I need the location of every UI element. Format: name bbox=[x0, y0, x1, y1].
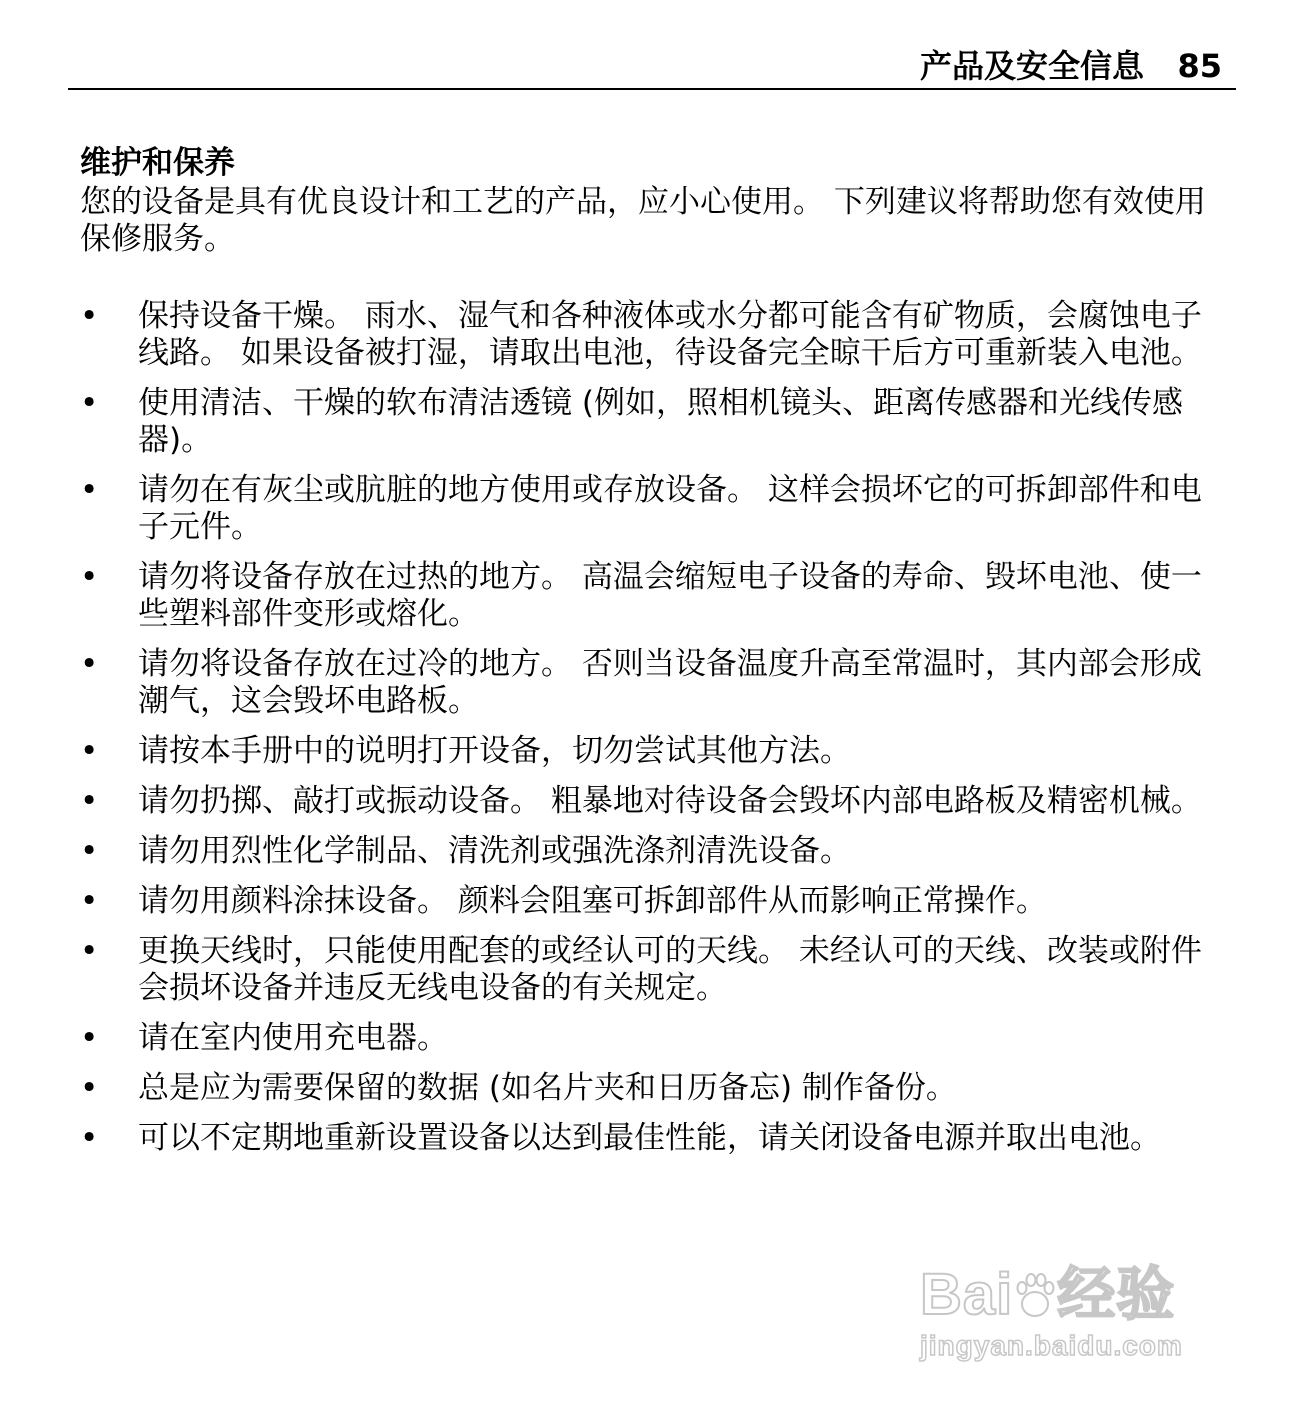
list-item-text: 可以不定期地重新设置设备以达到最佳性能，请关闭设备电源并取出电池。 bbox=[138, 1120, 1161, 1156]
bullet-icon: • bbox=[80, 1070, 99, 1106]
page-number: 85 bbox=[1177, 47, 1222, 85]
list-item bbox=[80, 1020, 1225, 1057]
page-header bbox=[68, 40, 1236, 90]
watermark-url: jingyan.baidu.com bbox=[920, 1330, 1183, 1361]
list-item bbox=[80, 1120, 1225, 1157]
watermark-brand-left: Bai bbox=[920, 1262, 1014, 1327]
list-item bbox=[80, 1070, 1225, 1107]
list-item-text: 保持设备干燥。 雨水、湿气和各种液体或水分都可能含有矿物质，会腐蚀电子线路。 如果设备被打湿，请取出电池，待设备完全晾干后方可重新装入电池。 bbox=[138, 298, 1202, 371]
list-item-text: 请在室内使用充电器。 bbox=[138, 1020, 448, 1056]
bullet-icon: • bbox=[80, 883, 99, 919]
list-item bbox=[80, 298, 1225, 372]
list-item bbox=[80, 733, 1225, 770]
list-item-text: 请勿在有灰尘或肮脏的地方使用或存放设备。 这样会损坏它的可拆卸部件和电子元件。 bbox=[138, 472, 1202, 545]
list-item-text: 总是应为需要保留的数据 (如名片夹和日历备忘) 制作备份。 bbox=[138, 1070, 957, 1106]
list-item bbox=[80, 472, 1225, 546]
list-item bbox=[80, 385, 1225, 459]
list-item-text: 请勿将设备存放在过热的地方。 高温会缩短电子设备的寿命、毁坏电池、使一些塑料部件变形或熔化。 bbox=[138, 559, 1202, 632]
list-item-text: 请按本手册中的说明打开设备，切勿尝试其他方法。 bbox=[138, 733, 851, 769]
bullet-icon: • bbox=[80, 385, 99, 421]
bullet-icon: • bbox=[80, 933, 99, 969]
list-item bbox=[80, 883, 1225, 920]
bullet-icon: • bbox=[80, 298, 99, 334]
header-title: 产品及安全信息 bbox=[919, 47, 1144, 85]
list-item bbox=[80, 646, 1225, 720]
list-item-text: 更换天线时，只能使用配套的或经认可的天线。 未经认可的天线、改装或附件会损坏设备并违反无线电设备的有关规定。 bbox=[138, 933, 1202, 1006]
list-item-text: 使用清洁、干燥的软布清洁透镜 (例如，照相机镜头、距离传感器和光线传感器)。 bbox=[138, 385, 1183, 458]
bullet-icon: • bbox=[80, 646, 99, 682]
paw-icon bbox=[1015, 1270, 1055, 1320]
section-title: 维护和保养 bbox=[80, 145, 235, 181]
list-item-text: 请勿用烈性化学制品、清洗剂或强洗涤剂清洗设备。 bbox=[138, 833, 851, 869]
bullet-icon: • bbox=[80, 783, 99, 819]
list-item bbox=[80, 833, 1225, 870]
list-item-text: 请勿用颜料涂抹设备。 颜料会阻塞可拆卸部件从而影响正常操作。 bbox=[138, 883, 1047, 919]
list-item-text: 请勿将设备存放在过冷的地方。 否则当设备温度升高至常温时，其内部会形成潮气，这会毁坏电路板。 bbox=[138, 646, 1202, 719]
bullet-icon: • bbox=[80, 833, 99, 869]
watermark-logo bbox=[920, 1262, 1230, 1328]
bullet-icon: • bbox=[80, 1120, 99, 1156]
bullet-icon: • bbox=[80, 559, 99, 595]
page-content bbox=[80, 144, 1225, 1170]
watermark-brand-right: 经验 bbox=[1057, 1262, 1176, 1327]
bullet-icon: • bbox=[80, 472, 99, 508]
baidu-jingyan-watermark bbox=[920, 1262, 1230, 1372]
list-item bbox=[80, 933, 1225, 1007]
bullet-icon: • bbox=[80, 733, 99, 769]
list-item bbox=[80, 559, 1225, 633]
section-intro: 您的设备是具有优良设计和工艺的产品，应小心使用。 下列建议将帮助您有效使用保修服务。 bbox=[80, 184, 1206, 257]
list-item bbox=[80, 783, 1225, 820]
care-tips-list bbox=[80, 298, 1225, 1157]
list-item-text: 请勿扔掷、敲打或振动设备。 粗暴地对待设备会毁坏内部电路板及精密机械。 bbox=[138, 783, 1202, 819]
bullet-icon: • bbox=[80, 1020, 99, 1056]
